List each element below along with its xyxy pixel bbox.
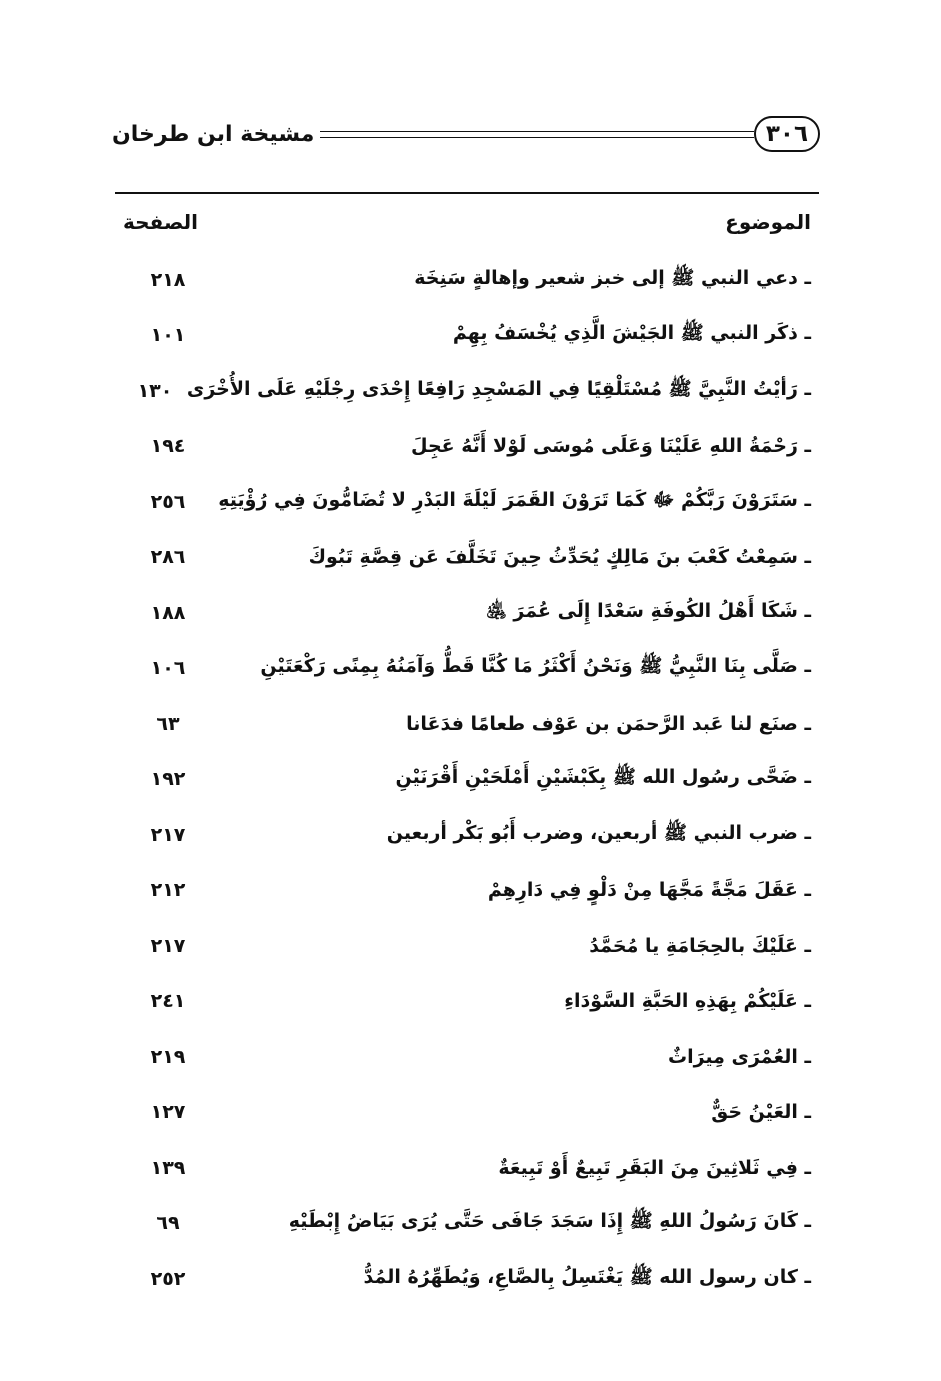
row-page-number: ٦٣ xyxy=(156,712,180,735)
row-page-number: ٦٩ xyxy=(156,1212,180,1235)
row-topic: ـ عَلَيْكُمْ بِهَذِهِ الحَبَّةِ السَّوْدَاءِ xyxy=(564,990,811,1013)
row-topic: ـ دعي النبي ﷺ إلى خبز شعير وإهالةٍ سَنِخَة xyxy=(414,266,811,289)
row-page-number: ٢١٧ xyxy=(150,823,186,846)
row-topic: ـ شَكَا أَهْلُ الكُوفَةِ سَعْدًا إِلَى عُمَرَ ﵁ xyxy=(486,599,811,622)
table-row xyxy=(115,363,819,419)
table-row xyxy=(115,1140,819,1196)
row-topic: ـ كان رسول الله ﷺ يَغْتَسِلُ بِالصَّاعِ، وَيُطَهِّرُهُ المُدُّ xyxy=(363,1265,811,1288)
table-row xyxy=(115,1251,819,1307)
row-page-number: ٢٨٦ xyxy=(150,546,186,569)
row-page-number: ٢٥٢ xyxy=(150,1267,186,1290)
table-row xyxy=(115,752,819,808)
table-row xyxy=(115,1196,819,1252)
row-page-number: ٢١٨ xyxy=(150,268,186,291)
table-rows xyxy=(115,252,819,1307)
row-page-number: ١٣٩ xyxy=(150,1156,186,1179)
column-header-topic: الموضوع xyxy=(725,210,811,234)
row-page-number: ٢٤١ xyxy=(150,990,186,1013)
table-row xyxy=(115,918,819,974)
row-topic: ـ صنَع لنا عَبد الرَّحمَن بن عَوْف طعامًا فدَعَانا xyxy=(406,712,811,735)
table-row xyxy=(115,585,819,641)
row-page-number: ١٠٦ xyxy=(150,657,186,680)
table-row xyxy=(115,807,819,863)
table-row xyxy=(115,1085,819,1141)
table-top-rule xyxy=(115,192,819,194)
row-topic: ـ صَلَّى بِنَا النَّبِيُّ ﷺ وَنَحْنُ أَكْثَرُ مَا كُنَّا قَطُّ وَآمَنُهُ بِمِنًى رَكْعَتَيْنِ xyxy=(260,655,811,678)
table-row xyxy=(115,530,819,586)
row-topic: ـ عَقَلَ مَجَّةً مَجَّهَا مِنْ دَلْوٍ فِي دَارِهِمْ xyxy=(487,879,811,902)
row-page-number: ١٣٠ xyxy=(137,379,173,402)
table-header xyxy=(115,198,819,246)
row-page-number: ٢١٩ xyxy=(150,1045,186,1068)
index-table xyxy=(115,198,819,1307)
row-page-number: ٢٥٦ xyxy=(150,490,186,513)
row-topic: ـ ذكَر النبي ﷺ الجَيْشَ الَّذِي يُخْسَفُ بِهِمْ xyxy=(452,322,811,345)
row-page-number: ٢١٢ xyxy=(150,879,186,902)
column-header-page: الصفحة xyxy=(123,210,199,234)
row-page-number: ١٨٨ xyxy=(150,601,186,624)
row-page-number: ٢١٧ xyxy=(150,934,186,957)
row-topic: ـ سَتَرَوْنَ رَبَّكُمْ ﷻ كَمَا تَرَوْنَ القَمَرَ لَيْلَةَ البَدْرِ لا تُضَامُّونَ فِي رُؤْيَتِهِ xyxy=(218,488,811,511)
row-page-number: ١٠١ xyxy=(150,324,186,347)
table-row xyxy=(115,696,819,752)
running-head xyxy=(112,112,820,156)
row-topic: ـ كَانَ رَسُولُ اللهِ ﷺ إِذَا سَجَدَ جَافَى حَتَّى يُرَى بَيَاضُ إِبْطَيْهِ xyxy=(288,1210,811,1233)
row-topic: ـ فِي ثَلاثِينَ مِنَ البَقَرِ تَبِيعٌ أَوْ تَبِيعَةٌ xyxy=(498,1156,811,1179)
table-row xyxy=(115,252,819,308)
row-topic: ـ رَأيْتُ النَّبِيَّ ﷺ مُسْتَلْقِيًا فِي المَسْجِدِ رَافِعًا إِحْدَى رِجْلَيْهِ عَلَى الأُخْرَى xyxy=(186,377,811,400)
row-topic: ـ رَحْمَةُ اللهِ عَلَيْنَا وَعَلَى مُوسَى لَوْلا أَنَّهُ عَجِلَ xyxy=(411,435,811,458)
row-topic: ـ العَيْنُ حَقٌّ xyxy=(711,1101,811,1124)
table-row xyxy=(115,474,819,530)
row-topic: ـ ضَحَّى رسُول الله ﷺ بِكَبْشَيْنِ أَمْلَحَيْنِ أَقْرَنَيْنِ xyxy=(395,766,811,789)
table-row xyxy=(115,974,819,1030)
page-number-badge xyxy=(754,116,820,152)
table-row xyxy=(115,419,819,475)
row-page-number: ١٩٢ xyxy=(150,768,186,791)
row-topic: ـ سَمِعْتُ كَعْبَ بنَ مَالِكٍ يُحَدِّثُ حِينَ تَخَلَّفَ عَن قِصَّةِ تَبُوكَ xyxy=(308,546,811,569)
row-topic: ـ ضرب النبي ﷺ أربعين، وضرب أَبُو بَكْر أربعين xyxy=(386,821,811,844)
table-row xyxy=(115,863,819,919)
row-topic: ـ العُمْرَى مِيرَاثٌ xyxy=(667,1045,811,1068)
header-double-rule xyxy=(320,131,753,138)
row-topic: ـ عَلَيْكَ بالحِجَامَةِ يا مُحَمَّدُ xyxy=(589,934,811,957)
row-page-number: ١٩٤ xyxy=(150,435,186,458)
book-title: مشيخة ابن طرخان xyxy=(112,121,315,147)
table-row xyxy=(115,1029,819,1085)
page-number: ٣٠٦ xyxy=(765,121,808,147)
table-row xyxy=(115,641,819,697)
table-row xyxy=(115,308,819,364)
row-page-number: ١٢٧ xyxy=(150,1101,186,1124)
